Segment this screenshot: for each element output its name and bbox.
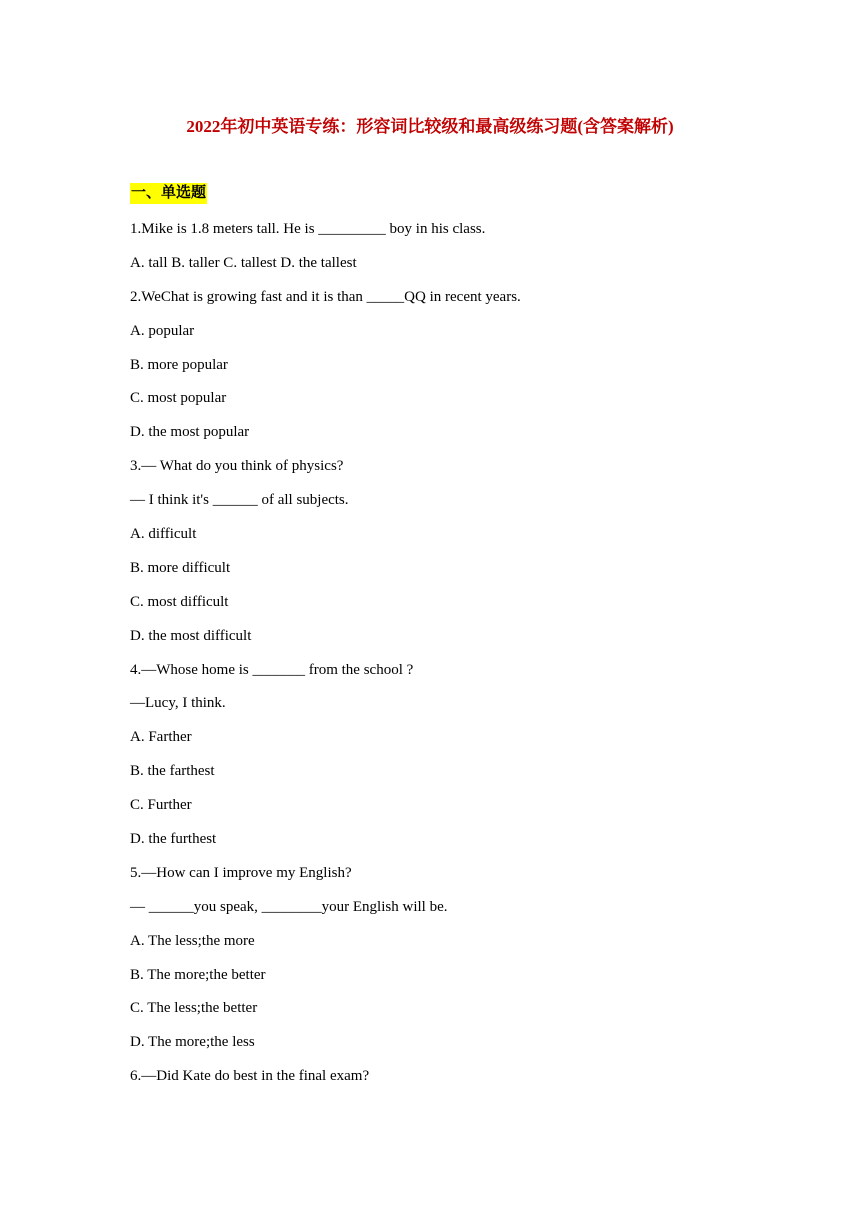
section-heading: 一、单选题 (130, 183, 207, 204)
question-stem: 1.Mike is 1.8 meters tall. He is _________ boy in his class. (130, 221, 486, 237)
answer-option: C. Further (130, 797, 192, 814)
dialogue-line: —Lucy, I think. (130, 695, 226, 712)
answer-option: A. popular (130, 322, 195, 339)
answer-option: A. The less;the more (130, 932, 255, 949)
dialogue-line: — I think it's ______ of all subjects. (130, 492, 349, 509)
answer-option: C. most difficult (130, 593, 229, 610)
answer-option: B. the farthest (130, 763, 215, 780)
question-stem: 2.WeChat is growing fast and it is than _____QQ in recent years. (130, 288, 521, 305)
answer-option: B. more popular (130, 356, 228, 373)
answer-option: D. the furthest (130, 831, 217, 848)
answer-option: B. more difficult (130, 559, 231, 576)
answer-option: D. The more;the less (130, 1034, 255, 1051)
dialogue-line: — ______you speak, ________your English will be. (130, 898, 448, 915)
answer-option: D. the most difficult (130, 627, 252, 644)
question-stem: 3.— What do you think of physics? (130, 458, 344, 475)
question-stem: 5.—How can I improve my English? (130, 864, 352, 881)
answer-option: A. tall B. taller C. tallest D. the tallest (130, 254, 357, 271)
answer-option: B. The more;the better (130, 966, 266, 983)
answer-option: A. Farther (130, 729, 192, 746)
question-stem: 4.—Whose home is _______ from the school ? (130, 661, 414, 678)
document-title: 2022年初中英语专练：形容词比较级和最高级练习题(含答案解析) (186, 117, 674, 136)
question-stem: 6.—Did Kate do best in the final exam? (130, 1068, 370, 1085)
answer-option: C. most popular (130, 390, 227, 407)
answer-option: A. difficult (130, 526, 197, 543)
answer-option: C. The less;the better (130, 1000, 258, 1017)
question-list (130, 218, 730, 1099)
answer-option: D. the most popular (130, 424, 250, 441)
